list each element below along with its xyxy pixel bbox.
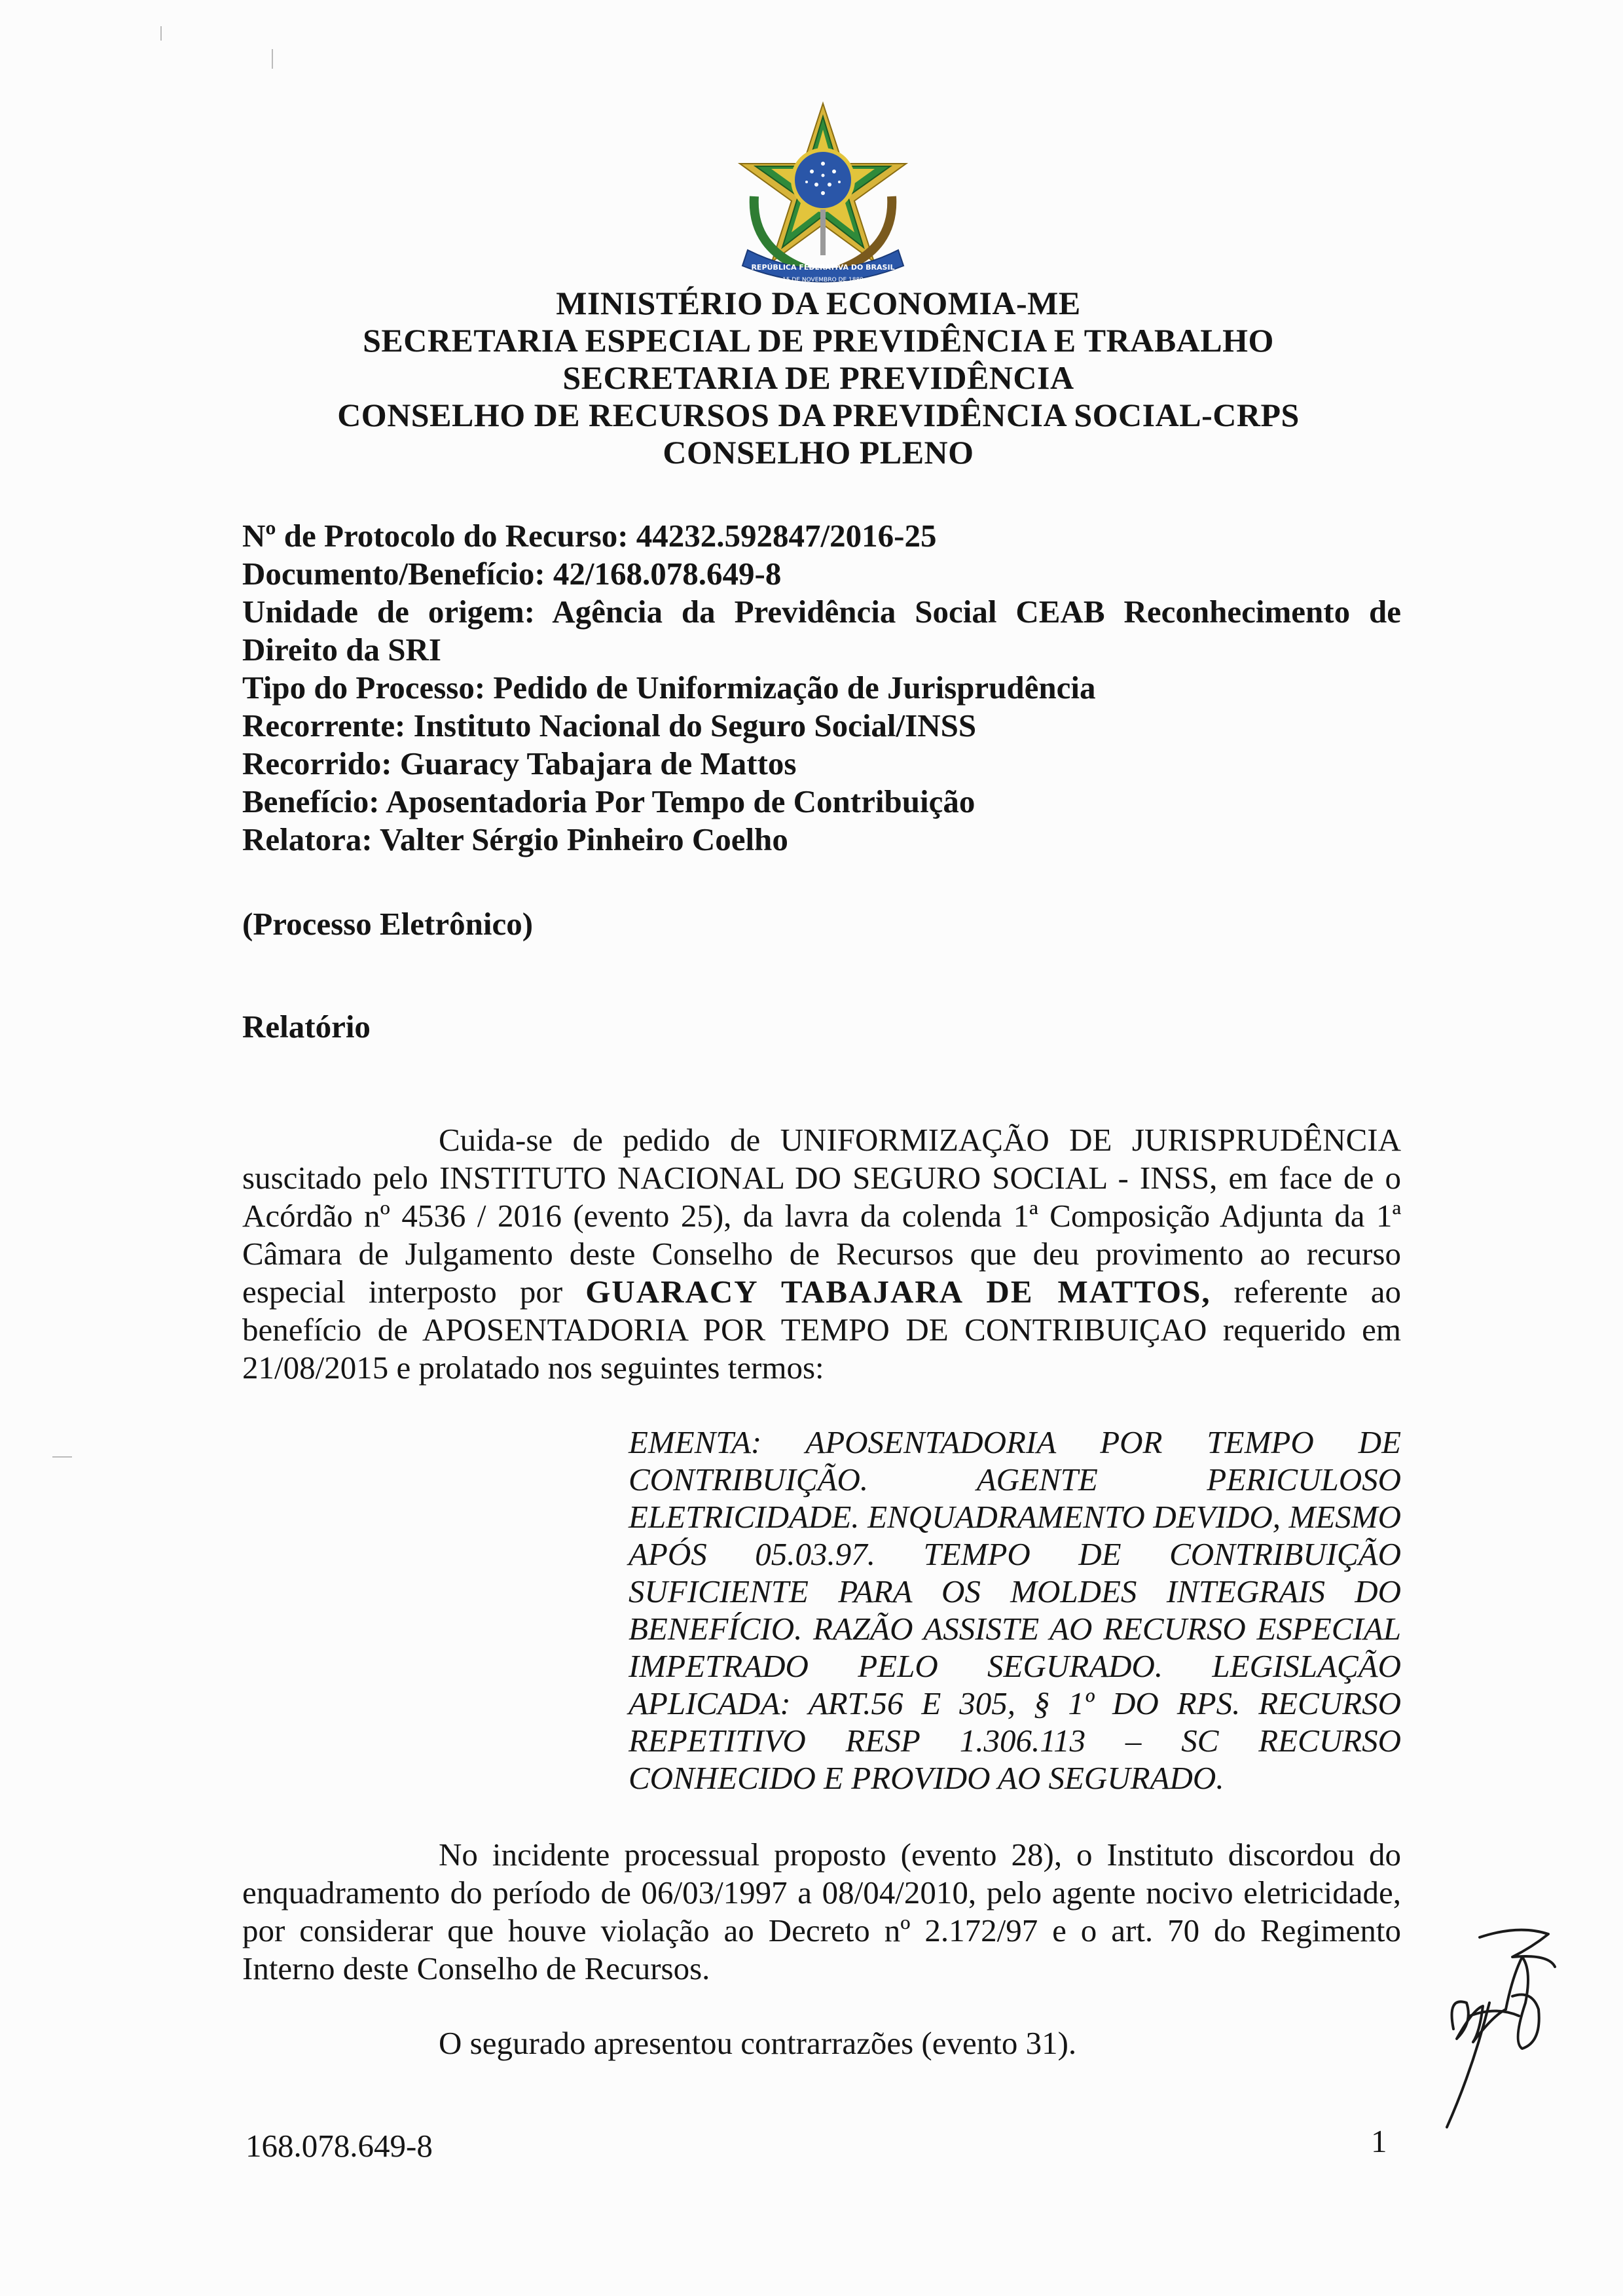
header-council: CONSELHO DE RECURSOS DA PREVIDÊNCIA SOCIAL-CRPS (337, 397, 1300, 433)
page-number: 1 (1371, 2123, 1387, 2159)
meta-tipo: Tipo do Processo: Pedido de Uniformização de Jurisprudência (242, 670, 1096, 706)
paragraph-1-text: Cuida-se de pedido de UNIFORMIZAÇÃO DE JURISPRUDÊNCIA suscitado pelo INSTITUTO NACIONAL DO SEGURO SOCIAL - INSS, em face de o Acórdão nº 4536 / 2016 (evento 25), da lavra da colenda 1ª Composição Adjunta da 1ª Câmara de Julgamento deste Conselho de Recursos que deu provimento ao recurso especial interposto por (242, 1122, 1401, 1310)
meta-beneficio: Benefício: Aposentadoria Por Tempo de Contribuição (242, 783, 976, 819)
paragraph-3: O segurado apresentou contrarrazões (evento 31). (439, 2025, 1077, 2061)
ementa-block: EMENTA: APOSENTADORIA POR TEMPO DE CONTRIBUIÇÃO. AGENTE PERICULOSO ELETRICIDADE. ENQUADRAMENTO DEVIDO, MESMO APÓS 05.03.97. TEMPO DE CONTRIBUIÇÃO SUFICIENTE PARA OS MOLDES INTEGRAIS DO BENEFÍCIO. RAZÃO ASSISTE AO RECURSO ESPECIAL IMPETRADO PELO SEGURADO. LEGISLAÇÃO APLICADA: ART.56 E 305, § 1º DO RPS. RECURSO REPETITIVO RESP 1.306.113 – SC RECURSO CONHECIDO E PROVIDO AO SEGURADO. (629, 1424, 1401, 1796)
header-ministry: MINISTÉRIO DA ECONOMIA-ME (556, 285, 1081, 321)
scan-artifact (272, 49, 273, 69)
process-note: (Processo Eletrônico) (242, 906, 534, 942)
header-special-secretariat: SECRETARIA ESPECIAL DE PREVIDÊNCIA E TRABALHO (363, 322, 1274, 359)
handwritten-signature-icon (1434, 1918, 1584, 2134)
paragraph-2 (242, 1836, 1401, 1988)
scan-artifact (52, 1456, 72, 1458)
paragraph-1-text-end: referente ao benefício de APOSENTADORIA POR TEMPO DE CONTRIBUIÇAO requerido em 21/08/2015 e prolatado nos seguintes termos: (242, 1274, 1401, 1386)
meta-unidade-line1: Unidade de origem: Agência da Previdência Social CEAB Reconhecimento de (242, 594, 1401, 630)
meta-relatora: Relatora: Valter Sérgio Pinheiro Coelho (242, 821, 788, 857)
paragraph-2-text: No incidente processual proposto (evento 28), o Instituto discordou do enquadramento do período de 06/03/1997 a 08/04/2010, pelo agente nocivo eletricidade, por considerar que houve violação ao Decreto nº 2.172/97 e o art. 70 do Regimento Interno deste Conselho de Recursos. (242, 1837, 1401, 1986)
crest-ribbon-text: REPÚBLICA FEDERATIVA DO BRASIL (751, 263, 895, 272)
header-plenary: CONSELHO PLENO (663, 434, 974, 471)
case-metadata (242, 517, 1401, 859)
document-header (196, 285, 1440, 471)
header-secretariat: SECRETARIA DE PREVIDÊNCIA (562, 359, 1074, 396)
meta-unidade-line2: Direito da SRI (242, 632, 442, 668)
paragraph-1 (242, 1121, 1401, 1387)
meta-protocolo: Nº de Protocolo do Recurso: 44232.592847/2016-25 (242, 518, 937, 554)
meta-recorrido: Recorrido: Guaracy Tabajara de Mattos (242, 745, 797, 781)
footer-benefit-number: 168.078.649-8 (246, 2128, 433, 2164)
meta-documento: Documento/Benefício: 42/168.078.649-8 (242, 556, 782, 592)
section-title: Relatório (242, 1009, 371, 1045)
scan-artifact (160, 26, 162, 41)
meta-recorrente: Recorrente: Instituto Nacional do Seguro Social/INSS (242, 708, 977, 744)
brazil-coat-of-arms-icon (728, 98, 918, 288)
crest-ribbon-date: 15 DE NOVEMBRO DE 1889 (782, 277, 864, 283)
party-name: GUARACY TABAJARA DE MATTOS, (585, 1274, 1211, 1310)
